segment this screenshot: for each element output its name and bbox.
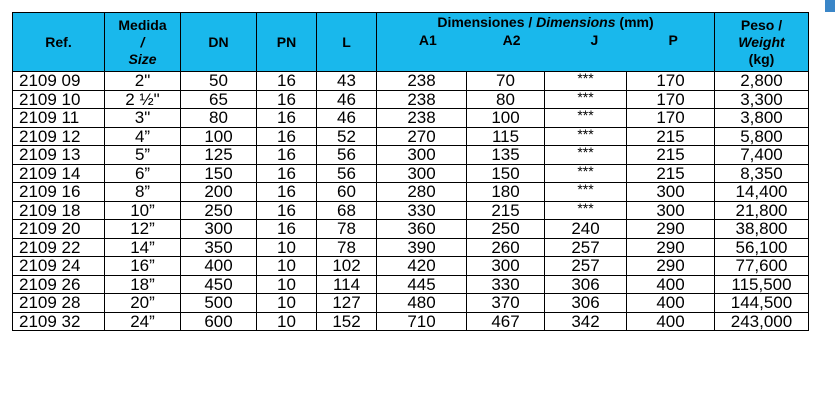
cell-p: 170 [627, 109, 715, 128]
cell-j: *** [545, 201, 627, 220]
table-row [13, 275, 809, 294]
header-dn: DN [181, 13, 257, 72]
cell-ref: 2109 12 [13, 127, 105, 146]
cell-pn: 16 [257, 201, 317, 220]
cell-p: 400 [627, 294, 715, 313]
cell-pn: 16 [257, 220, 317, 239]
cell-weight: 2,800 [715, 72, 809, 91]
cell-size: 4” [105, 127, 181, 146]
cell-size: 6” [105, 164, 181, 183]
table-row [13, 183, 809, 202]
corner-mark [825, 0, 835, 12]
cell-dn: 500 [181, 294, 257, 313]
cell-p: 290 [627, 257, 715, 276]
table-row [13, 72, 809, 91]
cell-a1: 420 [377, 257, 467, 276]
header-a2: A2 [502, 32, 521, 48]
cell-weight: 14,400 [715, 183, 809, 202]
cell-size: 3" [105, 109, 181, 128]
cell-l: 60 [317, 183, 377, 202]
cell-ref: 2109 10 [13, 90, 105, 109]
cell-a2: 215 [467, 201, 545, 220]
cell-p: 290 [627, 238, 715, 257]
table-row [13, 257, 809, 276]
header-weight: Peso / Weight (kg) [715, 13, 809, 72]
cell-weight: 56,100 [715, 238, 809, 257]
cell-size: 24” [105, 312, 181, 331]
cell-j: 306 [545, 275, 627, 294]
cell-a2: 330 [467, 275, 545, 294]
cell-p: 400 [627, 275, 715, 294]
cell-l: 78 [317, 238, 377, 257]
cell-dn: 600 [181, 312, 257, 331]
cell-p: 300 [627, 201, 715, 220]
cell-a1: 445 [377, 275, 467, 294]
cell-l: 102 [317, 257, 377, 276]
cell-a1: 710 [377, 312, 467, 331]
cell-a1: 360 [377, 220, 467, 239]
cell-pn: 16 [257, 183, 317, 202]
cell-weight: 5,800 [715, 127, 809, 146]
cell-j: *** [545, 164, 627, 183]
table-row [13, 294, 809, 313]
table-row [13, 164, 809, 183]
cell-weight: 3,300 [715, 90, 809, 109]
cell-weight: 8,350 [715, 164, 809, 183]
cell-size: 2" [105, 72, 181, 91]
header-ref: Ref. [13, 13, 105, 72]
cell-ref: 2109 16 [13, 183, 105, 202]
cell-l: 52 [317, 127, 377, 146]
cell-weight: 144,500 [715, 294, 809, 313]
cell-pn: 16 [257, 164, 317, 183]
cell-pn: 10 [257, 312, 317, 331]
cell-l: 56 [317, 164, 377, 183]
cell-j: 342 [545, 312, 627, 331]
cell-a2: 260 [467, 238, 545, 257]
cell-dn: 100 [181, 127, 257, 146]
cell-pn: 16 [257, 109, 317, 128]
cell-size: 5” [105, 146, 181, 165]
cell-p: 215 [627, 164, 715, 183]
cell-l: 46 [317, 90, 377, 109]
cell-j: *** [545, 183, 627, 202]
cell-a2: 115 [467, 127, 545, 146]
cell-dn: 250 [181, 201, 257, 220]
dimensions-table [12, 12, 809, 331]
cell-size: 8” [105, 183, 181, 202]
cell-j: *** [545, 146, 627, 165]
cell-ref: 2109 22 [13, 238, 105, 257]
cell-a2: 150 [467, 164, 545, 183]
cell-p: 290 [627, 220, 715, 239]
cell-dn: 125 [181, 146, 257, 165]
cell-a1: 330 [377, 201, 467, 220]
cell-a2: 180 [467, 183, 545, 202]
cell-weight: 243,000 [715, 312, 809, 331]
header-p: P [668, 32, 678, 48]
cell-a2: 300 [467, 257, 545, 276]
cell-weight: 77,600 [715, 257, 809, 276]
table-row [13, 109, 809, 128]
cell-pn: 16 [257, 72, 317, 91]
cell-dn: 450 [181, 275, 257, 294]
cell-l: 114 [317, 275, 377, 294]
cell-p: 170 [627, 72, 715, 91]
cell-ref: 2109 09 [13, 72, 105, 91]
cell-size: 2 ½" [105, 90, 181, 109]
header-a1: A1 [418, 32, 437, 48]
cell-l: 68 [317, 201, 377, 220]
cell-size: 20” [105, 294, 181, 313]
cell-l: 46 [317, 109, 377, 128]
cell-dn: 400 [181, 257, 257, 276]
cell-dn: 200 [181, 183, 257, 202]
cell-a1: 238 [377, 90, 467, 109]
cell-pn: 10 [257, 257, 317, 276]
cell-a1: 280 [377, 183, 467, 202]
cell-a1: 238 [377, 72, 467, 91]
cell-j: *** [545, 109, 627, 128]
table-row [13, 146, 809, 165]
cell-a2: 370 [467, 294, 545, 313]
cell-dn: 350 [181, 238, 257, 257]
cell-weight: 21,800 [715, 201, 809, 220]
cell-size: 18” [105, 275, 181, 294]
cell-ref: 2109 20 [13, 220, 105, 239]
cell-size: 14” [105, 238, 181, 257]
cell-ref: 2109 14 [13, 164, 105, 183]
cell-dn: 65 [181, 90, 257, 109]
cell-l: 43 [317, 72, 377, 91]
cell-j: *** [545, 72, 627, 91]
table-row [13, 127, 809, 146]
cell-dn: 300 [181, 220, 257, 239]
cell-ref: 2109 26 [13, 275, 105, 294]
header-j: J [590, 32, 599, 48]
cell-pn: 16 [257, 127, 317, 146]
cell-ref: 2109 18 [13, 201, 105, 220]
cell-pn: 10 [257, 294, 317, 313]
cell-a2: 70 [467, 72, 545, 91]
cell-ref: 2109 11 [13, 109, 105, 128]
cell-a2: 250 [467, 220, 545, 239]
cell-ref: 2109 28 [13, 294, 105, 313]
cell-pn: 10 [257, 238, 317, 257]
table-row [13, 201, 809, 220]
cell-dn: 50 [181, 72, 257, 91]
table-row [13, 220, 809, 239]
cell-p: 170 [627, 90, 715, 109]
cell-ref: 2109 32 [13, 312, 105, 331]
cell-j: *** [545, 90, 627, 109]
cell-a1: 390 [377, 238, 467, 257]
cell-p: 215 [627, 146, 715, 165]
cell-a2: 135 [467, 146, 545, 165]
cell-pn: 16 [257, 90, 317, 109]
cell-weight: 38,800 [715, 220, 809, 239]
cell-a1: 480 [377, 294, 467, 313]
cell-dn: 80 [181, 109, 257, 128]
header-dimensions: Dimensiones / Dimensions (mm) A1 A2 J P [377, 13, 715, 72]
cell-a2: 80 [467, 90, 545, 109]
cell-dn: 150 [181, 164, 257, 183]
cell-weight: 115,500 [715, 275, 809, 294]
cell-l: 152 [317, 312, 377, 331]
cell-size: 16” [105, 257, 181, 276]
cell-a1: 300 [377, 164, 467, 183]
cell-ref: 2109 13 [13, 146, 105, 165]
cell-size: 12” [105, 220, 181, 239]
cell-j: 257 [545, 257, 627, 276]
cell-size: 10” [105, 201, 181, 220]
cell-j: 306 [545, 294, 627, 313]
header-row [13, 13, 809, 72]
cell-a2: 467 [467, 312, 545, 331]
cell-j: 257 [545, 238, 627, 257]
cell-ref: 2109 24 [13, 257, 105, 276]
cell-a1: 270 [377, 127, 467, 146]
cell-j: 240 [545, 220, 627, 239]
cell-a1: 238 [377, 109, 467, 128]
cell-a2: 100 [467, 109, 545, 128]
cell-weight: 7,400 [715, 146, 809, 165]
cell-l: 78 [317, 220, 377, 239]
cell-weight: 3,800 [715, 109, 809, 128]
cell-l: 56 [317, 146, 377, 165]
table-row [13, 90, 809, 109]
header-pn: PN [257, 13, 317, 72]
cell-pn: 10 [257, 275, 317, 294]
table-row [13, 238, 809, 257]
header-l: L [317, 13, 377, 72]
cell-p: 300 [627, 183, 715, 202]
cell-p: 400 [627, 312, 715, 331]
header-size: Medida / Size [105, 13, 181, 72]
cell-j: *** [545, 127, 627, 146]
cell-a1: 300 [377, 146, 467, 165]
cell-p: 215 [627, 127, 715, 146]
cell-pn: 16 [257, 146, 317, 165]
cell-l: 127 [317, 294, 377, 313]
table-row [13, 312, 809, 331]
